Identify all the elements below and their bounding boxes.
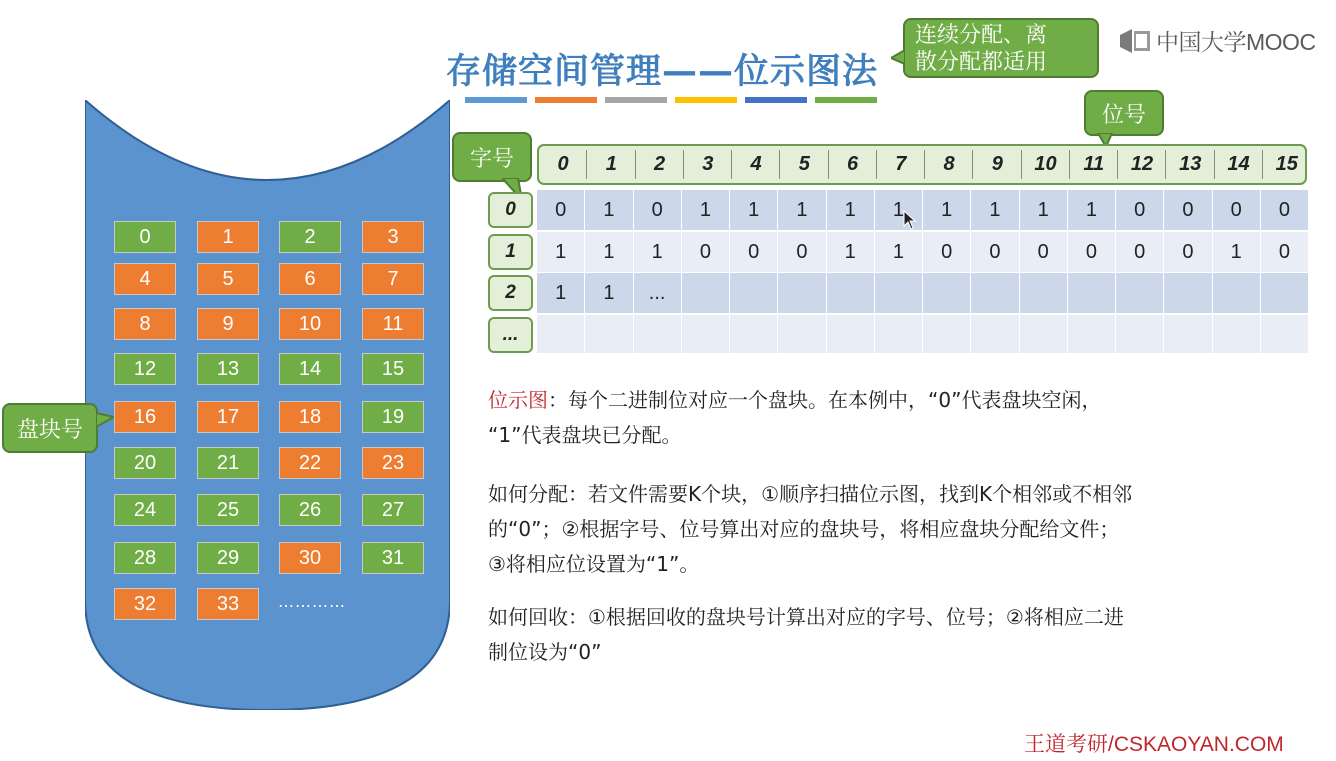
allocation-line-2: 的“0”；②根据字号、位号算出对应的盘块号，将相应盘块分配给文件； [488,517,1120,541]
column-divider [828,150,829,179]
block-number-callout [2,403,98,453]
bitmap-cell: 0 [1068,232,1116,273]
bitmap-cell [971,273,1019,314]
disk-block: 14 [279,353,341,385]
bit-column-label: 5 [798,153,810,175]
column-divider [586,150,587,179]
bitmap-cell [1213,315,1261,354]
disk-block: 28 [114,542,176,574]
column-divider [683,150,684,179]
bitmap-cell: 0 [1020,232,1068,273]
bitmap-definition-line-1: ：每个二进制位对应一个盘块。在本例中，“0”代表盘块空闲， [548,388,1102,412]
bitmap-cell: 0 [1116,190,1164,231]
bitmap-cell [1116,273,1164,314]
bitmap-cell [1020,273,1068,314]
bitmap-cell [585,315,633,354]
disk-block: 17 [197,401,259,433]
disk-block: 30 [279,542,341,574]
bit-column-label: 3 [702,153,714,175]
bitmap-cell: 0 [923,232,971,273]
word-row-label: 1 [488,234,533,270]
disk-block: 7 [362,263,424,295]
disk-block: 27 [362,494,424,526]
bitmap-cell [1164,315,1212,354]
block-callout-pointer [96,411,114,431]
disk-block: 31 [362,542,424,574]
title-underline [465,97,877,103]
bitmap-cell: 0 [634,190,682,231]
bitmap-cell: 1 [585,232,633,273]
bitmap-cell: 1 [730,190,778,231]
column-divider [779,150,780,179]
bitmap-cell: 0 [1261,190,1309,231]
mooc-logo-text: 中国大学MOOC [1156,29,1316,55]
bitmap-cell: 0 [682,232,730,273]
bitmap-cell [1261,273,1309,314]
bitmap-cell: 0 [1116,232,1164,273]
footer-watermark: 王道考研/CSKAOYAN.COM [1024,733,1284,756]
column-divider [1021,150,1022,179]
word-row-label: 0 [488,192,533,228]
bitmap-cell: 1 [875,232,923,273]
bitmap-cell [778,273,826,314]
bitmap-cell [730,273,778,314]
block-ellipsis: ………… [278,592,346,611]
column-divider [1069,150,1070,179]
bitmap-cell [875,273,923,314]
bit-column-label: 11 [1083,153,1105,175]
column-divider [731,150,732,179]
bitmap-cell [1261,315,1309,354]
column-divider [876,150,877,179]
bitmap-cell: 1 [971,190,1019,231]
bitmap-definition [488,383,1101,453]
disk-block: 11 [362,308,424,340]
bitmap-column-header [537,144,1307,185]
bitmap-cell: 1 [585,190,633,231]
block-number-label: 盘块号 [16,417,83,443]
bitmap-cell [682,273,730,314]
bitmap-cell: 0 [971,232,1019,273]
bit-number-label: 位号 [1101,102,1146,128]
disk-block: 20 [114,447,176,479]
bitmap-cell [923,273,971,314]
bit-column-label: 12 [1130,153,1154,175]
disk-block: 13 [197,353,259,385]
bitmap-cell: ... [634,273,682,314]
disk-block: 19 [362,401,424,433]
reclaim-line-2: 制位设为“0” [488,640,602,664]
column-divider [1165,150,1166,179]
title-underline-bar [745,97,807,103]
disk-block: 15 [362,353,424,385]
word-row-label: ... [488,317,533,353]
bitmap-cell [537,315,585,354]
bitmap-cell: 1 [875,190,923,231]
bitmap-cell [827,315,875,354]
column-divider [635,150,636,179]
mooc-logo [1118,24,1316,57]
word-row-label: 2 [488,275,533,311]
bit-column-label: 4 [750,153,762,175]
bitmap-cell: 1 [585,273,633,314]
bit-column-label: 8 [943,153,955,175]
disk-block: 3 [362,221,424,253]
bitmap-cell [778,315,826,354]
disk-block: 33 [197,588,259,620]
bit-column-label: 0 [557,153,569,175]
bitmap-cell: 1 [923,190,971,231]
reclaim-text [488,600,1124,670]
disk-block: 16 [114,401,176,433]
reclaim-line-1: 如何回收：①根据回收的盘块号计算出对应的字号、位号；②将相应二进 [488,605,1124,629]
bit-column-label: 6 [846,153,859,175]
title-underline-bar [535,97,597,103]
bitmap-definition-line-2: “1”代表盘块已分配。 [488,423,682,447]
bit-column-label: 14 [1227,153,1250,175]
bitmap-cell [1068,315,1116,354]
bit-column-label: 9 [991,153,1003,175]
bitmap-cell [682,315,730,354]
disk-block: 6 [279,263,341,295]
disk-block: 23 [362,447,424,479]
disk-block: 12 [114,353,176,385]
bitmap-cell: 1 [537,273,585,314]
bitmap-cell: 1 [1020,190,1068,231]
disk-block: 21 [197,447,259,479]
bitmap-cell: 0 [1164,190,1212,231]
disk-block: 18 [279,401,341,433]
bit-column-label: 15 [1275,153,1298,175]
page-title: 存储空间管理——位示图法 [446,52,879,92]
bit-column-label: 13 [1179,153,1202,175]
bitmap-cell [1213,273,1261,314]
disk-block: 10 [279,308,341,340]
callout-line-1: 连续分配、离 [915,23,1048,48]
bitmap-cell [971,315,1019,354]
column-divider [1117,150,1118,179]
bitmap-cell: 0 [1213,190,1261,231]
bitmap-cell: 1 [778,190,826,231]
bitmap-cell [1020,315,1068,354]
allocation-text [488,477,1132,582]
callout-pointer [891,50,905,66]
column-divider [1214,150,1215,179]
bitmap-cell [730,315,778,354]
bitmap-cell: 0 [1261,232,1309,273]
bit-number-callout [1084,90,1164,136]
bitmap-cell: 1 [827,190,875,231]
disk-block: 5 [197,263,259,295]
bitmap-cell: 1 [1068,190,1116,231]
column-divider [924,150,925,179]
mooc-logo-icon [1118,27,1152,55]
bitmap-cell [923,315,971,354]
word-number-label: 字号 [469,146,514,172]
bitmap-cell [1068,273,1116,314]
disk-block: 24 [114,494,176,526]
bit-column-label: 2 [653,153,666,175]
disk-block: 9 [197,308,259,340]
bitmap-cell [634,315,682,354]
disk-block: 1 [197,221,259,253]
column-divider [1262,150,1263,179]
bit-column-label: 7 [895,153,907,175]
bitmap-cell [1116,315,1164,354]
title-underline-bar [465,97,527,103]
bitmap-cell: 1 [682,190,730,231]
callout-line-2: 散分配都适用 [915,50,1048,75]
bitmap-cell [827,273,875,314]
disk-block: 32 [114,588,176,620]
disk-block: 2 [279,221,341,253]
allocation-line-3: ③将相应位设置为“1”。 [488,552,700,576]
mouse-cursor-icon [903,210,917,230]
bitmap-term: 位示图 [488,388,548,412]
bitmap-cell [875,315,923,354]
disk-block: 8 [114,308,176,340]
bitmap-cell [1164,273,1212,314]
disk-block: 26 [279,494,341,526]
disk-block: 4 [114,263,176,295]
disk-block: 22 [279,447,341,479]
disk-block: 0 [114,221,176,253]
bit-column-label: 10 [1034,153,1057,175]
title-underline-bar [815,97,877,103]
bitmap-cell: 0 [1164,232,1212,273]
title-underline-bar [605,97,667,103]
disk-block: 25 [197,494,259,526]
bitmap-cell: 0 [537,190,585,231]
bitmap-cell: 1 [1213,232,1261,273]
bitmap-cell: 1 [827,232,875,273]
bitmap-cell: 1 [634,232,682,273]
bitmap-cell: 1 [537,232,585,273]
column-divider [972,150,973,179]
bit-column-label: 1 [605,153,617,175]
disk-block: 29 [197,542,259,574]
word-number-callout [452,132,532,182]
allocation-line-1: 如何分配：若文件需要K个块，①顺序扫描位示图，找到K个相邻或不相邻 [488,482,1133,506]
bitmap-cell: 0 [778,232,826,273]
title-underline-bar [675,97,737,103]
bitmap-cell: 0 [730,232,778,273]
applicability-callout [903,18,1099,78]
